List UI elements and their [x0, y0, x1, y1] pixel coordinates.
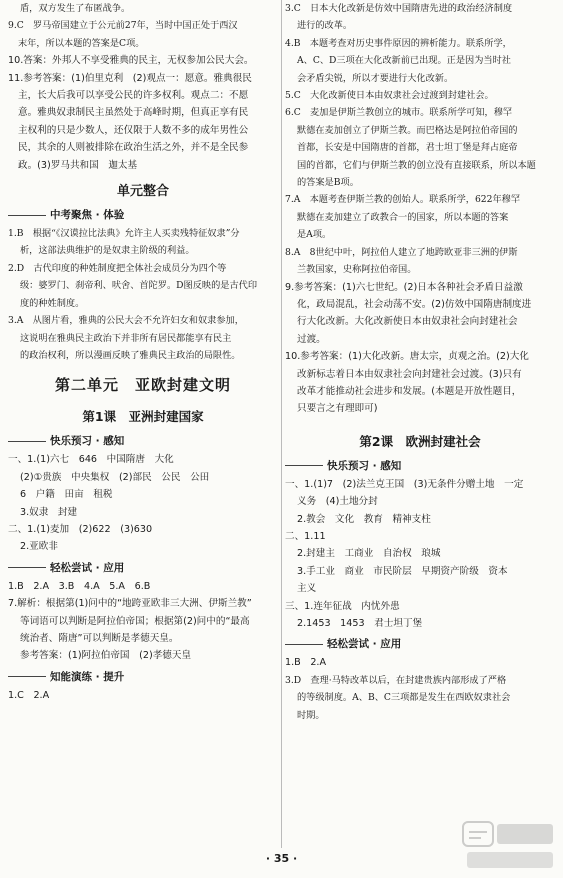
answer-line: 进行的改革。: [297, 20, 353, 32]
answer-line: 盾，双方发生了布匿战争。: [20, 3, 131, 14]
answer-line: 的答案是B项。: [297, 177, 359, 189]
answer-line: (2)①贵族 中央集权 (2)部民 公民 公田: [20, 471, 210, 483]
answer-line: 10.答案：外邦人不享受雅典的民主，无权参加公民大会。: [8, 55, 254, 67]
answer-line: 时期。: [297, 709, 325, 721]
preview-answers: [8, 451, 278, 555]
answer-line: 改革才能推动社会进步和发展。(本题是开放性题目，: [297, 385, 522, 397]
answer-line: 默德在麦加建立了政教合一的国家，所以本题的答案: [297, 211, 509, 223]
answer-line: 1.B 2.A 3.B 4.A 5.A 6.B: [8, 580, 151, 592]
answer-line: 只要言之有理即可): [297, 403, 378, 415]
watermark-logo: [461, 818, 557, 874]
answer-line: 8.A 8世纪中叶，阿拉伯人建立了地跨欧亚非三洲的伊斯: [285, 246, 518, 258]
answer-line: 改新标志着日本由奴隶社会向封建社会过渡。(3)只有: [297, 368, 522, 380]
answer-line: 主权利的只是少数人，还仅限于人数不多的成年男性公: [18, 124, 249, 136]
answer-line: 度的种姓制度。: [20, 297, 85, 309]
column-divider: [281, 0, 282, 848]
answer-line: 2.亚欧非: [20, 541, 58, 553]
answer-line: 10.参考答案：(1)大化改新。唐太宗，贞观之治。(2)大化: [285, 351, 529, 363]
lesson-title-2: 第2课 欧洲封建社会: [359, 433, 481, 449]
right-top-answers: [285, 0, 555, 418]
practice-answers: [8, 687, 278, 704]
answer-line: 1.C 2.A: [8, 689, 50, 701]
answer-line: 三、1.连年征战 内忧外患: [285, 600, 400, 612]
answer-line: 的等级制度。A、B、C三项都是发生在西欧奴隶社会: [297, 692, 511, 704]
answer-line: 级：婆罗门、刹帝利、吠舍、首陀罗。D图反映的是古代印: [20, 280, 258, 292]
answer-line: 等词语可以判断是阿拉伯帝国；根据第(2)问中的“最高: [20, 615, 250, 627]
answer-line: 默德在麦加创立了伊斯兰教。而巴格达是阿拉伯帝国的: [297, 124, 518, 136]
answer-line: 9.C 罗马帝国建立于公元前27年，当时中国正处于西汉: [8, 20, 238, 32]
answer-line: 2.教会 文化 教育 精神支柱: [297, 513, 431, 525]
answer-line: 5.C 大化改新使日本由奴隶社会过渡到封建社会。: [285, 90, 494, 102]
answer-line: 统治者、隋唐”可以判断是孝德天皇。: [20, 632, 179, 644]
section-heading-practice: 知能演练 · 提升: [8, 669, 278, 684]
answer-line: 民，其余的人则被排除在政治生活之外，并不是全民参: [18, 142, 249, 154]
answer-line: 7.A 本题考查伊斯兰教的创始人。联系所学，622年穆罕: [285, 194, 521, 206]
try-answers-2: [285, 654, 555, 724]
answer-line: 2.D 古代印度的种姓制度把全体社会成员分为四个等: [8, 262, 227, 274]
left-column: [8, 0, 278, 704]
answer-line: 11.参考答案：(1)伯里克利 (2)观点一：愿意。雅典很民: [8, 72, 252, 84]
answer-line: 意。雅典奴隶制民主虽然处于高峰时期，但真正享有民: [18, 107, 249, 119]
lesson-title-1: 第1课 亚洲封建国家: [82, 409, 204, 425]
answer-line: 国的首都，它们与伊斯兰教的创立没有直接联系，所以本题: [297, 159, 536, 171]
answer-line: 析，这部法典维护的是奴隶主阶级的利益。: [20, 245, 195, 257]
answer-line: 兰教国家，史称阿拉伯帝国。: [297, 264, 417, 276]
page-number: · 35 ·: [265, 852, 298, 865]
try-answers: [8, 578, 278, 665]
answer-line: 末年，所以本题的答案是C项。: [18, 37, 145, 49]
answer-line: 3.奴隶 封建: [20, 506, 78, 518]
unit-summary-title: 单元整合: [116, 184, 169, 200]
unit-title: 第二单元 亚欧封建文明: [54, 376, 231, 395]
answer-line: 会矛盾尖锐，所以才要进行大化改新。: [297, 72, 454, 84]
answer-line: 二、1.(1)麦加 (2)622 (3)630: [8, 523, 153, 535]
exam-focus-answers: [8, 225, 278, 364]
answer-line: 过渡。: [297, 333, 326, 345]
answer-line: 3.A 从图片看，雅典的公民大会不允许妇女和奴隶参加，: [8, 315, 244, 327]
answer-line: 化，政局混乱，社会动荡不安。(2)仿效中国隋唐制度进: [297, 298, 532, 310]
answer-line: 7.解析：根据第(1)问中的“地跨亚欧非三大洲、伊斯兰教”: [8, 598, 252, 610]
answer-line: 3.D 查理·马特改革以后，在封建贵族内部形成了严格: [285, 674, 507, 686]
answer-line: 的政治权利，所以漫画反映了雅典民主政治的局限性。: [20, 349, 241, 361]
answer-line: 义务 (4)土地分封: [297, 496, 378, 508]
answer-line: 3.C 日本大化改新是仿效中国隋唐先进的政治经济制度: [285, 3, 513, 14]
section-heading-preview: 快乐预习 · 感知: [8, 433, 278, 448]
answer-line: A、C、D三项在大化改新前已出现。正是因为当时社: [297, 55, 511, 67]
answer-line: 一、1.(1)7 (2)法兰克王国 (3)无条件分赠土地 一定: [285, 478, 524, 490]
preview-answers-2: [285, 476, 555, 633]
answer-line: 4.B 本题考查对历史事件原因的辨析能力。联系所学，: [285, 37, 512, 49]
left-top-answers: [8, 0, 278, 174]
answer-line: 首都，长安是中国隋唐的首都，君士坦丁堡是拜占庭帝: [297, 142, 518, 154]
answer-line: 9.参考答案：(1)六七世纪。(2)日本各种社会矛盾日益激: [285, 281, 523, 293]
section-heading-exam-focus: 中考聚焦 · 体验: [8, 207, 278, 222]
answer-line: 1.B 2.A: [285, 657, 327, 669]
section-heading-preview-2: 快乐预习 · 感知: [285, 458, 555, 473]
answer-line: 一、1.(1)六七 646 中国隋唐 大化: [8, 454, 174, 466]
answer-line: 2.1453 1453 君士坦丁堡: [297, 618, 423, 629]
answer-line: 参考答案：(1)阿拉伯帝国 (2)孝德天皇: [20, 650, 192, 662]
answer-line: 2.封建主 工商业 自治权 琅城: [297, 548, 441, 560]
answer-line: 这说明在雅典民主政治下并非所有居民都能享有民主: [20, 332, 232, 344]
answer-line: 二、1.11: [285, 530, 326, 542]
answer-line: 3.手工业 商业 市民阶层 早期资产阶级 资本: [297, 565, 508, 577]
answer-line: 主，长大后我可以享受公民的许多权利。观点二：不愿: [18, 90, 249, 102]
section-heading-try-2: 轻松尝试 · 应用: [285, 636, 555, 651]
answer-line: 政。(3)罗马共和国 迦太基: [18, 159, 138, 171]
answer-line: 行大化改新。大化改新使日本由奴隶社会向封建社会: [297, 316, 518, 328]
answer-line: 6 户籍 田亩 租税: [20, 489, 113, 501]
answer-line: 6.C 麦加是伊斯兰教创立的城市。联系所学可知，穆罕: [285, 107, 513, 119]
section-heading-try: 轻松尝试 · 应用: [8, 560, 278, 575]
answer-line: 是A项。: [297, 229, 332, 241]
answer-line: 1.B 根据“《汉谟拉比法典》允许主人买卖残特征奴隶”分: [8, 228, 240, 240]
right-column: [285, 0, 555, 724]
answer-line: 主义: [297, 583, 317, 595]
